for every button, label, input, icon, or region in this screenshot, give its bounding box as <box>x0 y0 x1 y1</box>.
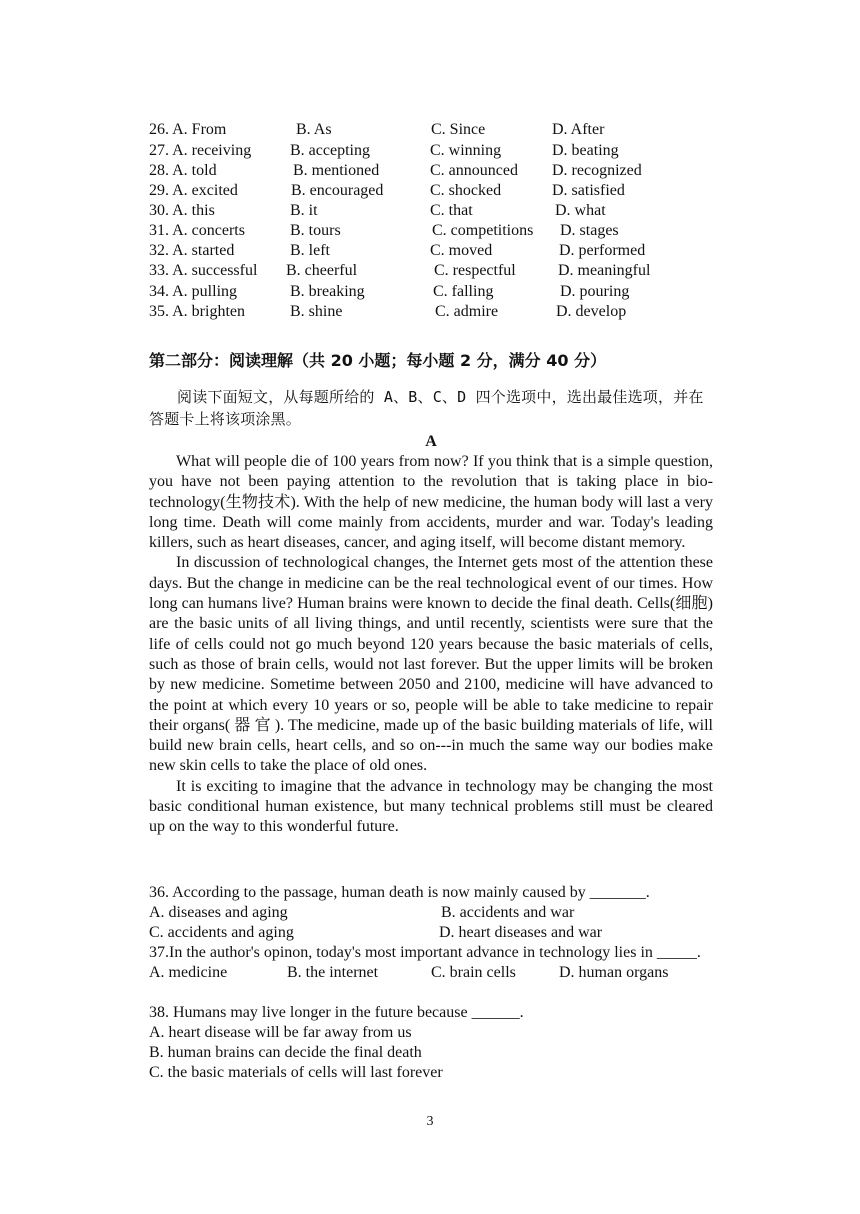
choice-b: B. the internet <box>287 964 379 981</box>
option-d: D. stages <box>560 222 619 239</box>
question-38 <box>149 1003 713 1083</box>
option-a: 32. A. started <box>149 242 235 259</box>
option-c: C. winning <box>430 142 502 159</box>
option-c: C. respectful <box>434 262 516 279</box>
choice-c: C. brain cells <box>431 964 516 981</box>
question-stem: 37.In the author's opinon, today's most important advance in technology lies in _____. <box>149 944 701 961</box>
option-b: B. cheerful <box>286 262 358 279</box>
choice-a: A. heart disease will be far away from us <box>149 1024 412 1041</box>
option-d: D. beating <box>552 142 619 159</box>
passage-label: A <box>425 433 437 450</box>
option-c: C. Since <box>431 121 486 138</box>
option-row-28 <box>149 161 749 181</box>
option-d: D. satisfied <box>552 182 625 199</box>
option-row-26 <box>149 120 749 140</box>
option-d: D. pouring <box>560 283 630 300</box>
option-c: C. competitions <box>432 222 534 239</box>
choice-c: C. the basic materials of cells will last forever <box>149 1064 443 1081</box>
option-c: C. admire <box>435 303 499 320</box>
option-c: C. shocked <box>430 182 502 199</box>
paragraph: What will people die of 100 years from now? If you think that is a simple question, you have not been paying attention to the revolution that is taking place in bio-technology(生物技术). With the help of new medicine, the human body will last a very long time. Death will come mainly from accidents, murder and war. Today's leading killers, such as heart diseases, cancer, and aging itself, will become distant memory. <box>149 453 713 552</box>
option-d: D. develop <box>556 303 627 320</box>
option-d: D. After <box>552 121 605 138</box>
option-b: B. As <box>296 121 332 138</box>
option-d: D. meaningful <box>558 262 651 279</box>
option-b: B. accepting <box>290 142 370 159</box>
option-a: 35. A. brighten <box>149 303 245 320</box>
choice-d: D. human organs <box>559 964 669 981</box>
option-row-27 <box>149 141 749 161</box>
option-c: C. falling <box>433 283 494 300</box>
option-a: 34. A. pulling <box>149 283 238 300</box>
option-row-29 <box>149 181 749 201</box>
option-row-35 <box>149 302 749 322</box>
option-b: B. shine <box>290 303 343 320</box>
option-c: C. announced <box>430 162 518 179</box>
option-a: 28. A. told <box>149 162 217 179</box>
option-row-33 <box>149 261 749 281</box>
option-b: B. mentioned <box>293 162 380 179</box>
reading-passage <box>149 452 713 838</box>
option-b: B. tours <box>290 222 341 239</box>
paragraph: It is exciting to imagine that the advance in technology may be changing the most basic conditional human existence, but many technical problems still must be cleared up on the way to this wonderful future. <box>149 777 713 836</box>
question-stem: 36. According to the passage, human death is now mainly caused by _______. <box>149 884 650 901</box>
option-b: B. left <box>290 242 330 259</box>
option-d: D. what <box>555 202 606 219</box>
option-a: 29. A. excited <box>149 182 238 199</box>
choice-a: A. medicine <box>149 964 228 981</box>
option-row-31 <box>149 221 749 241</box>
choice-row <box>149 903 713 923</box>
question-36 <box>149 883 713 943</box>
choice-b: B. human brains can decide the final death <box>149 1044 422 1061</box>
choice-b: B. accidents and war <box>441 904 575 921</box>
option-a: 33. A. successful <box>149 262 258 279</box>
option-row-34 <box>149 282 749 302</box>
option-a: 31. A. concerts <box>149 222 245 239</box>
option-b: B. it <box>290 202 318 219</box>
option-row-32 <box>149 241 749 261</box>
choice-c: C. accidents and aging <box>149 924 294 941</box>
option-row-30 <box>149 201 749 221</box>
question-stem: 38. Humans may live longer in the future because ______. <box>149 1004 524 1021</box>
instructions: 阅读下面短文，从每题所给的 A、B、C、D 四个选项中，选出最佳选项，并在答题卡上将该项涂黑。 <box>149 388 704 428</box>
option-b: B. breaking <box>290 283 365 300</box>
choice-row <box>149 963 713 983</box>
option-a: 27. A. receiving <box>149 142 252 159</box>
choice-a: A. diseases and aging <box>149 904 288 921</box>
page-number: 3 <box>426 1114 434 1129</box>
option-c: C. moved <box>430 242 493 259</box>
option-a: 30. A. this <box>149 202 215 219</box>
option-c: C. that <box>430 202 473 219</box>
choice-d: D. heart diseases and war <box>439 924 603 941</box>
option-d: D. performed <box>559 242 646 259</box>
paragraph: In discussion of technological changes, the Internet gets most of the attention these days. But the change in medicine can be the real technological event of our times. How long can humans live? Human brains were known to decide the final death. Cells(细胞) are the basic units of all living things, and until recently, scientists were sure that the life of cells could not go much beyond 120 years because the basic materials of cells, such as those of brain cells, would not last forever. But the upper limits will be broken by new medicine. Sometime between 2050 and 2100, medicine will have advanced to the point at which every 10 years or so, people will be able to take medicine to repair their organs( 器 官 ). The medicine, made up of the basic building materials of life, will build new brain cells, heart cells, and so on---in much the same way our bodies make new skin cells to take the place of old ones. <box>149 554 713 775</box>
section-heading: 第二部分：阅读理解（共 20 小题；每小题 2 分，满分 40 分） <box>149 351 607 370</box>
choice-row <box>149 923 713 943</box>
option-b: B. encouraged <box>291 182 384 199</box>
option-a: 26. A. From <box>149 121 227 138</box>
option-d: D. recognized <box>552 162 642 179</box>
question-37 <box>149 943 713 983</box>
